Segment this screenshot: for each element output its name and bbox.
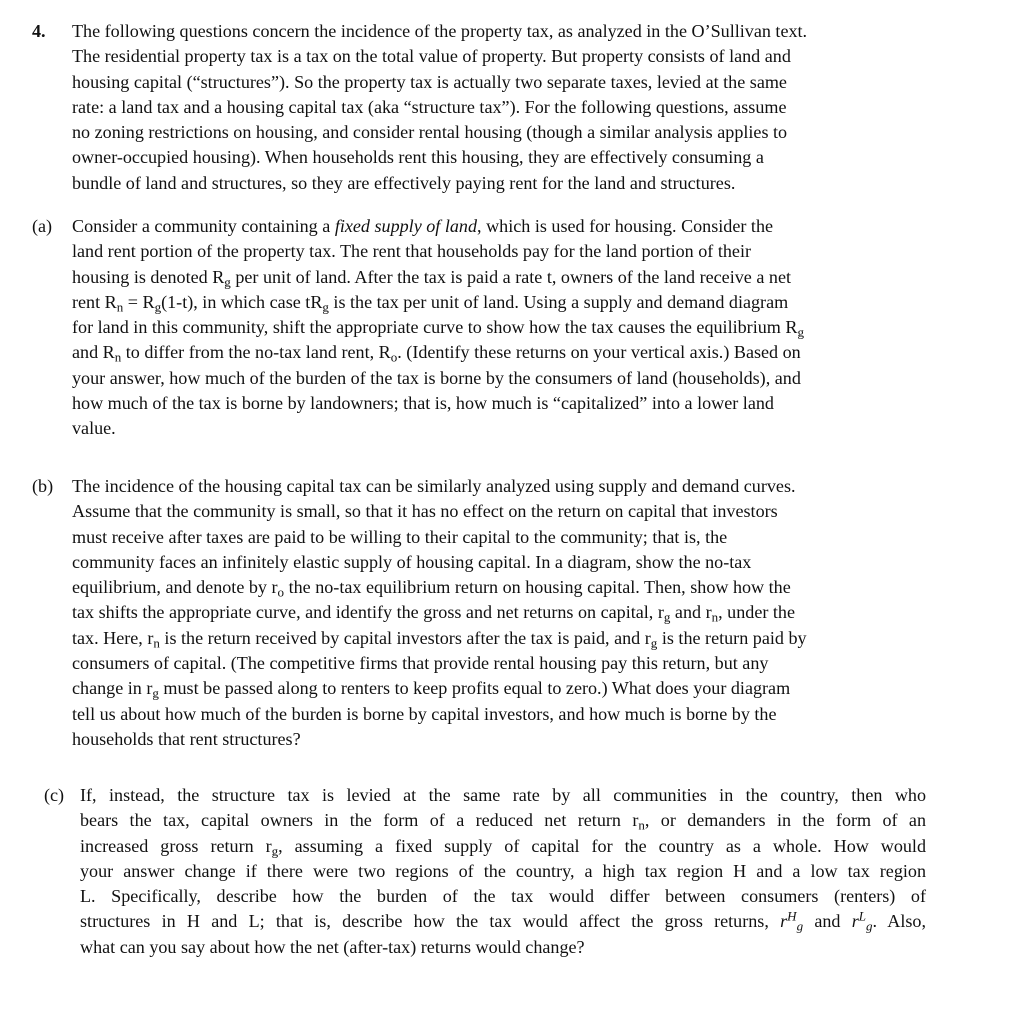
part-b-line: must receive after taxes are paid to be willing to their capital to the community; that is, the [72, 526, 728, 547]
part-a-line: land rent portion of the property tax. The rent that households pay for the land portion of their [72, 241, 752, 262]
part-a-label: (a) [32, 216, 53, 236]
part-b-line: change in $r_g$ must be passed along to renters to keep profits equal to zero.) What does your diagram [72, 678, 791, 702]
part-b-line: tax shifts the appropriate curve, and identify the gross and net returns on capital, $r_g$ and $r_n$, under the [72, 602, 795, 626]
intro-line: The residential property tax is a tax on the total value of property. But property consists of land and [72, 46, 791, 67]
part-b-line: Assume that the community is small, so that it has no effect on the return on capital that investors [72, 501, 778, 522]
intro-line: no zoning restrictions on housing, and consider rental housing (though a similar analysis applies to [72, 122, 788, 143]
part-c-text [80, 783, 926, 960]
part-b-line: tell us about how much of the burden is borne by capital investors, and how much is borne by the [72, 703, 777, 724]
part-c-line: L. Specifically, describe how the burden of the tax would differ between consumers (renters) of [80, 886, 926, 907]
part-c-line: increased gross return $r_g$, assuming a fixed supply of capital for the country as a whole. How would [80, 835, 927, 859]
question-4-intro [72, 19, 932, 196]
part-b-line: The incidence of the housing capital tax can be similarly analyzed using supply and demand curves. [72, 476, 796, 496]
part-a-line: value. [72, 418, 116, 439]
part-c-line: what can you say about how the net (after-tax) returns would change? [80, 936, 585, 957]
part-c-line: bears the tax, capital owners in the form of a reduced net return $r_n$, or demanders in the form of an [80, 810, 926, 833]
intro-line: bundle of land and structures, so they are effectively paying rent for the land and structures. [72, 172, 736, 193]
part-b-line: equilibrium, and denote by $r_o$ the no-tax equilibrium return on housing capital. Then, show how the [72, 577, 791, 600]
part-c-line: structures in H and L; that is, describe how the tax would affect the gross returns, $r^H_g$ and $r^L_g$. Also, [80, 908, 927, 935]
intro-line: The following questions concern the incidence of the property tax, as analyzed in the O’Sullivan text. [72, 21, 808, 41]
part-a-text [72, 214, 932, 442]
part-a-line: your answer, how much of the burden of the tax is borne by the consumers of land (households), and [72, 367, 801, 388]
part-a-line: rent $R_n = R_g(1-t)$, in which case $tR_g$ is the tax per unit of land. Using a supply and demand diagram [72, 291, 789, 315]
part-b-line: households that rent structures? [72, 728, 301, 749]
part-b-line: tax. Here, $r_n$ is the return received by capital investors after the tax is paid, and $r_g$ is the return paid by [72, 627, 807, 651]
part-a-line: how much of the tax is borne by landowners; that is, how much is “capitalized” into a lower land [72, 393, 774, 414]
part-a-line: housing is denoted $R_g$ per unit of land. After the tax is paid a rate t, owners of the land receive a net [72, 266, 792, 290]
part-b-line: consumers of capital. (The competitive firms that provide rental housing pay this return, but any [72, 653, 769, 674]
part-b-label: (b) [32, 476, 54, 496]
intro-line: owner-occupied housing). When households rent this housing, they are effectively consuming a [72, 147, 764, 168]
part-c-line: your answer change if there were two regions of the country, a high tax region H and a low tax region [80, 860, 926, 881]
question-number: 4. [32, 21, 46, 41]
part-a-line: for land in this community, shift the appropriate curve to show how the tax causes the equilibrium $R_g$ [72, 317, 804, 340]
part-a-line: and $R_n$ to differ from the no-tax land rent, $R_o$. (Identify these returns on your vertical axis.) Based on [72, 342, 801, 366]
part-c-line: If, instead, the structure tax is levied at the same rate by all communities in the country, then who [80, 785, 926, 805]
intro-line: rate: a land tax and a housing capital tax (aka “structure tax”). For the following questions, assume [72, 96, 787, 117]
part-b-text [72, 474, 932, 752]
emphasis-text: fixed supply of land [334, 216, 478, 236]
part-b-line: community faces an infinitely elastic supply of housing capital. In a diagram, show the no-tax [72, 551, 752, 572]
part-a-line: Consider a community containing a fixed supply of land, which is used for housing. Consider the [72, 216, 774, 236]
part-c-label: (c) [44, 785, 65, 805]
intro-line: housing capital (“structures”). So the property tax is actually two separate taxes, levied at the same [72, 71, 787, 92]
